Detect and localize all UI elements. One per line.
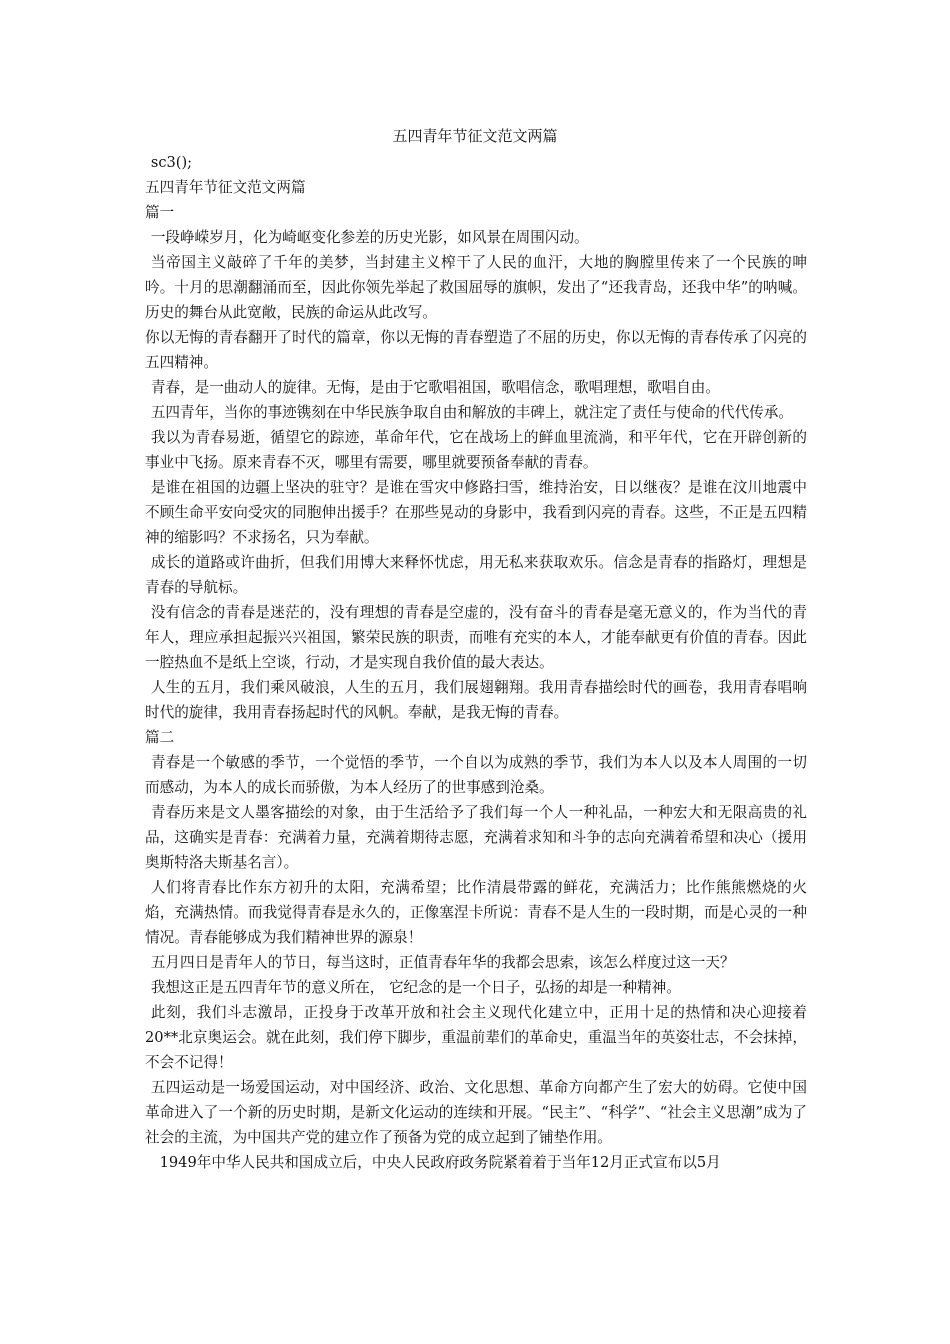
paragraph: 没有信念的青春是迷茫的，没有理想的青春是空虚的，没有奋斗的青春是毫无意义的，作为当代的青年人，理应承担起振兴兴祖国，繁荣民族的职责，而唯有充实的本人，才能奉献更有价值的青春。因此一腔热血不是纸上空谈，行动，才是实现自我价值的最大表达。 [145, 604, 807, 671]
paragraph: 你以无悔的青春翻开了时代的篇章，你以无悔的青春塑造了不屈的历史，你以无悔的青春传承了闪亮的五四精神。 [145, 329, 807, 371]
paragraph: 人们将青春比作东方初升的太阳，充满希望；比作清晨带露的鲜花，充满活力；比作熊熊燃烧的火焰，充满热情。而我觉得青春是永久的，正像塞涅卡所说：青春不是人生的一段时期，而是心灵的一种情况。青春能够成为我们精神世界的源泉！ [145, 879, 807, 946]
paragraph: 我以为青春易逝，循望它的踪迹，革命年代，它在战场上的鲜血里流淌，和平年代，它在开辟创新的事业中飞扬。原来青春不灭，哪里有需要，哪里就要预备奉献的青春。 [145, 429, 807, 471]
paragraph: 青春历来是文人墨客描绘的对象，由于生活给予了我们每一个人一种礼品，一种宏大和无限高贵的礼品，这确实是青春：充满着力量，充满着期待志愿，充满着求知和斗争的志向充满着希望和决心（援用奥斯特洛夫斯基名言）。 [145, 804, 807, 871]
paragraph: 青春是一个敏感的季节，一个觉悟的季节，一个自以为成熟的季节，我们为本人以及本人周围的一切而感动，为本人的成长而骄傲，为本人经历了的世事感到沧桑。 [145, 754, 807, 796]
paragraph: 我想这正是五四青年节的意义所在， 它纪念的是一个日子，弘扬的却是一种精神。 [150, 979, 681, 996]
paragraph: sc3(); [150, 154, 193, 171]
paragraph: 五四青年节征文范文两篇 [145, 179, 306, 196]
document-body [145, 150, 807, 1175]
paragraph: 此刻，我们斗志激昂，正投身于改革开放和社会主义现代化建立中，正用十足的热情和决心迎接着20**北京奥运会。就在此刻，我们停下脚步，重温前辈们的革命史，重温当年的英姿壮志，不会抹掉，不会不记得！ [145, 1004, 807, 1071]
paragraph: 篇二 [145, 729, 175, 746]
paragraph: 一段峥嵘岁月，化为崎岖变化参差的历史光影，如风景在周围闪动。 [150, 229, 589, 246]
paragraph: 五四青年，当你的事迹镌刻在中华民族争取自由和解放的丰碑上，就注定了责任与使命的代代传承。 [150, 404, 793, 421]
paragraph: 篇一 [145, 204, 175, 221]
paragraph: 成长的道路或许曲折，但我们用博大来释怀忧虑，用无私来获取欢乐。信念是青春的指路灯，理想是青春的导航标。 [145, 554, 807, 596]
paragraph: 当帝国主义敲碎了千年的美梦，当封建主义榨干了人民的血汗，大地的胸膛里传来了一个民族的呻吟。十月的思潮翻涌而至，因此你领先举起了救国屈辱的旗帜，发出了“还我青岛，还我中华”的呐喊。历史的舞台从此宽敞，民族的命运从此改写。 [145, 254, 807, 321]
paragraph: 1949年中华人民共和国成立后，中央人民政府政务院紧着着于当年12月正式宣布以5月 [159, 1154, 721, 1171]
document-title: 五四青年节征文范文两篇 [392, 127, 558, 145]
paragraph: 青春，是一曲动人的旋律。无悔，是由于它歌唱祖国，歌唱信念，歌唱理想，歌唱自由。 [150, 379, 720, 396]
paragraph: 是谁在祖国的边疆上坚决的驻守？是谁在雪灾中修路扫雪，维持治安，日以继夜？是谁在汶川地震中不顾生命平安向受灾的同胞伸出援手？在那些晃动的身影中，我看到闪亮的青春。这些，不正是五四精神的缩影吗？不求扬名，只为奉献。 [145, 479, 807, 546]
paragraph: 人生的五月，我们乘风破浪，人生的五月，我们展翅翱翔。我用青春描绘时代的画卷，我用青春唱响时代的旋律，我用青春扬起时代的风帆。奉献，是我无悔的青春。 [145, 679, 807, 721]
paragraph: 五四运动是一场爱国运动，对中国经济、政治、文化思想、革命方向都产生了宏大的妨碍。它使中国革命进入了一个新的历史时期，是新文化运动的连续和开展。“民主”、“科学”、“社会主义思潮”成为了社会的主流，为中国共产党的建立作了预备为党的成立起到了铺垫作用。 [145, 1079, 807, 1146]
paragraph: 五月四日是青年人的节日，每当这时，正值青春年华的我都会思索，该怎么样度过这一天？ [150, 954, 735, 971]
